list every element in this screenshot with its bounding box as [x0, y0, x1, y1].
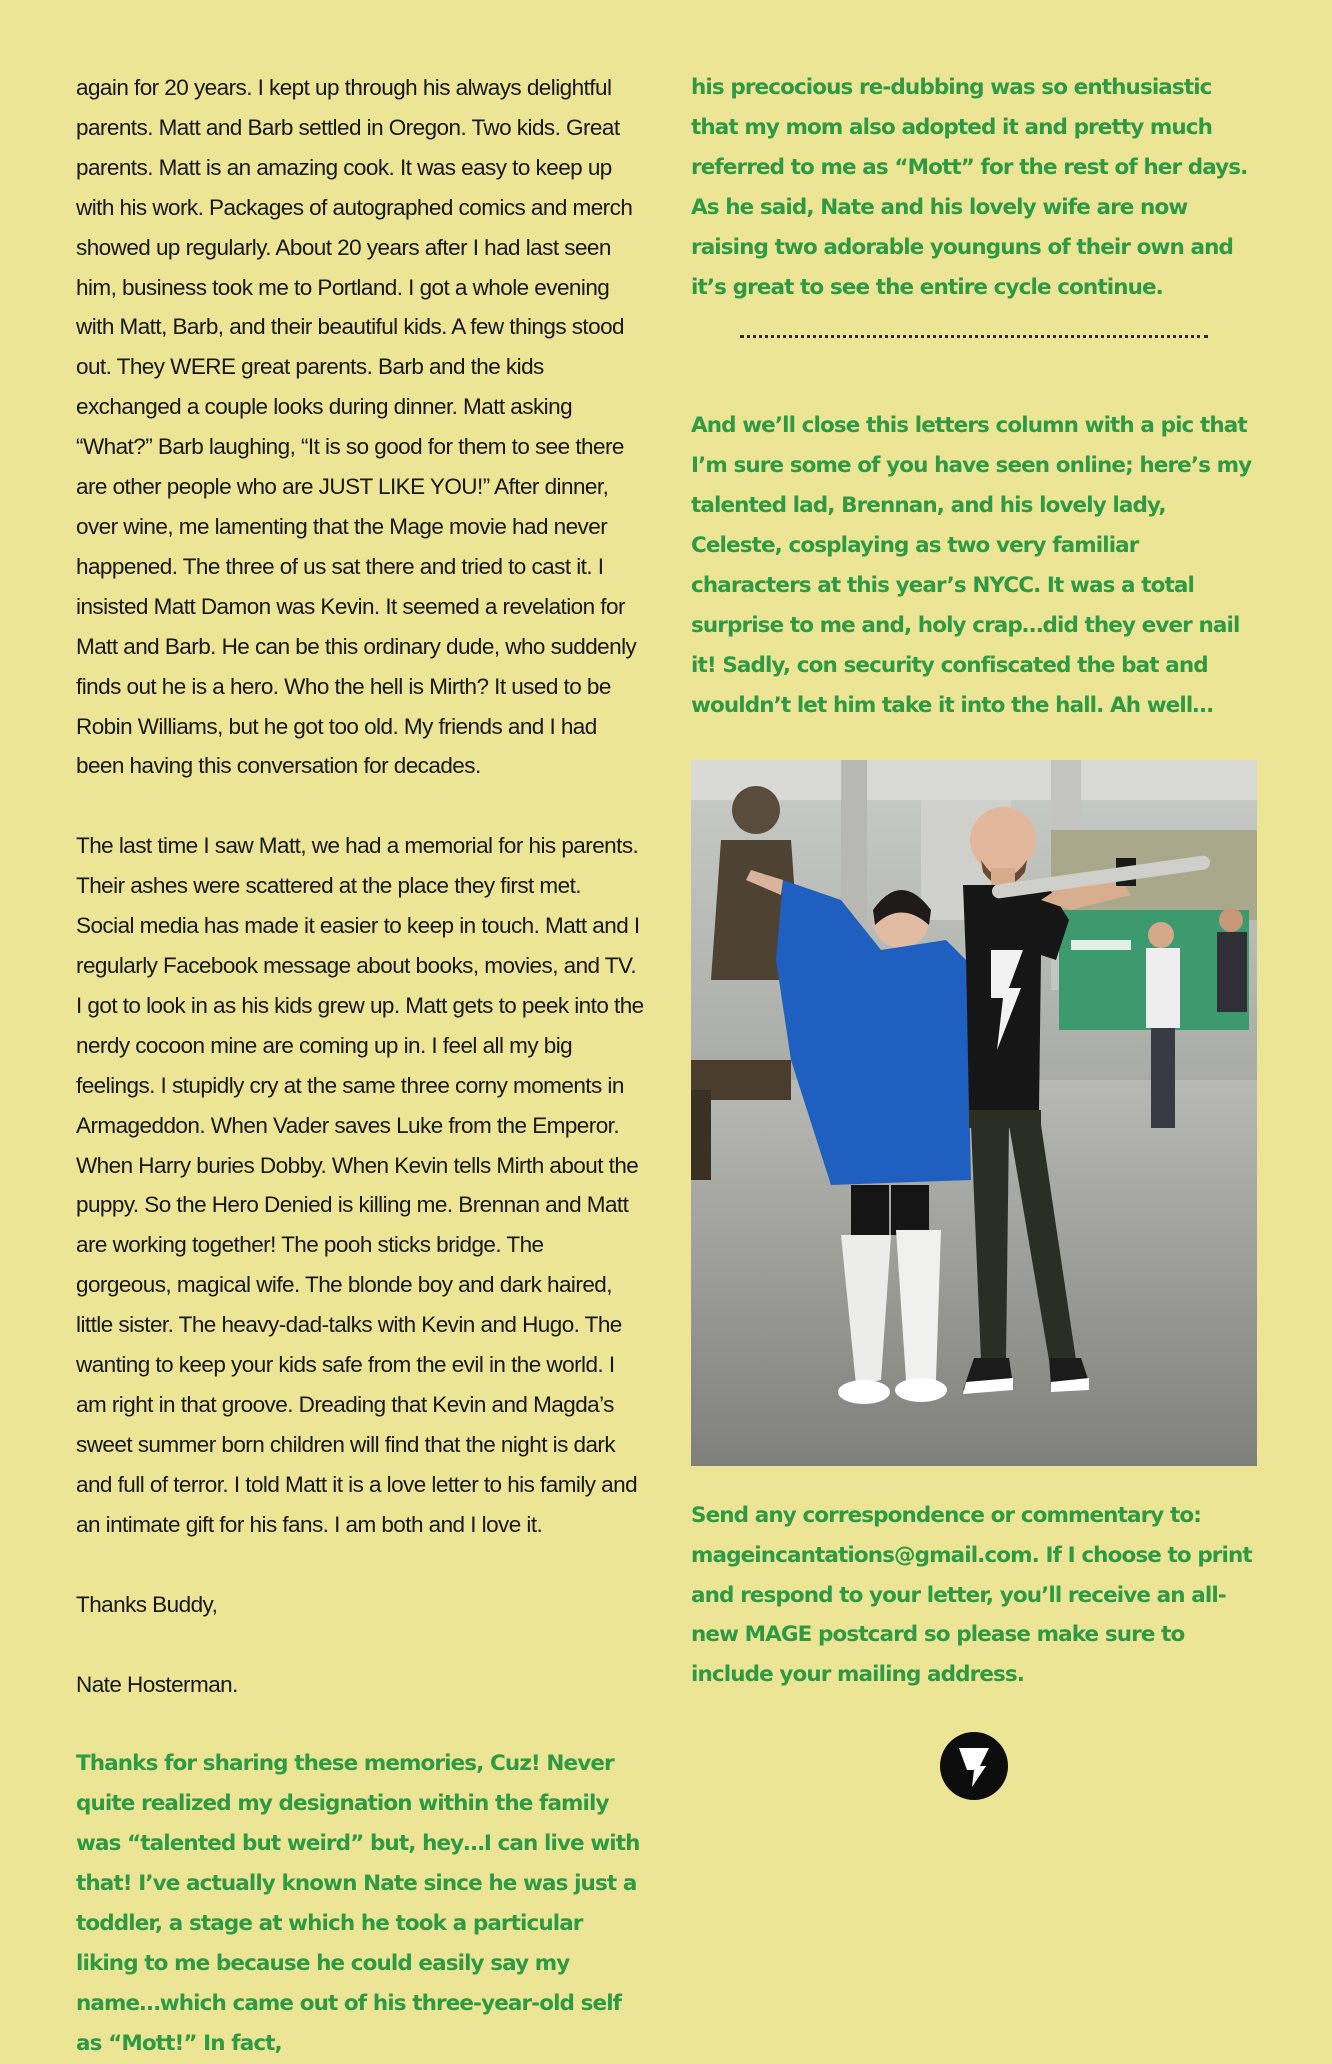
letter-paragraph: The last time I saw Matt, we had a memorial for his parents. Their ashes were scattered at the place they first met. Social media has made it easier to keep in touch. Matt and I regularly Facebook message about books, movies, and TV. I got to look in as his kids grew up. Matt gets to peek into the nerdy cocoon mine are coming up in. I feel all my big feelings. I stupidly cry at the same three corny moments in Armageddon. When Vader saves Luke from the Emperor. When Harry buries Dobby. When Kevin tells Mirth about the puppy. So the Hero Denied is killing me. Brennan and Matt are working together! The pooh sticks bridge. The gorgeous, magical wife. The blonde boy and dark haired, little sister. The heavy-dad-talks with Kevin and Hugo. The wanting to keep your kids safe from the evil in the world. I am right in that groove. Dreading that Kevin and Magda’s sweet summer born children will find that the night is dark and full of terror. I told Matt it is a love letter to his family and an intimate gift for his fans. I am both and I love it.: [76, 833, 644, 1537]
reader-letter: [76, 68, 644, 1704]
contact-paragraph: Send any correspondence or commentary to: mageincantations@gmail.com. If I choose to print and respond to your letter, you’ll receive an all-new MAGE postcard so please make sure to include your mailing address.: [691, 1502, 1252, 1688]
closing-paragraph: And we’ll close this letters column with a pic that I’m sure some of you have seen online; here’s my talented lad, Brennan, and his lovely lady, Celeste, cosplaying as two very familiar characters at this year’s NYCC. It was a total surprise to me and, holy crap…did they ever nail it! Sadly, con security confiscated the bat and wouldn’t let him take it into the hall. Ah well…: [691, 413, 1252, 718]
reply-paragraph: Thanks for sharing these memories, Cuz! Never quite realized my designation within the family was “talented but weird” but, hey…I can live with that! I’ve actually known Nate since he was just a toddler, a stage at which he took a particular liking to me because he could easily say my name…which came out of his three-year-old self as “Mott!” In fact,: [76, 1751, 640, 2056]
letter-paragraph: again for 20 years. I kept up through his always delightful parents. Matt and Barb settled in Oregon. Two kids. Great parents. Matt is an amazing cook. It was easy to keep up with his work. Packages of autographed comics and merch showed up regularly. About 20 years after I had last seen him, business took me to Portland. I got a whole evening with Matt, Barb, and their beautiful kids. A few things stood out. They WERE great parents. Barb and the kids exchanged a couple looks during dinner. Matt asking “What?” Barb laughing, “It is so good for them to see there are other people who are JUST LIKE YOU!” After dinner, over wine, me lamenting that the Mage movie had never happened. The three of us sat there and tried to cast it. I insisted Matt Damon was Kevin. It seemed a revelation for Matt and Barb. He can be this ordinary dude, who suddenly finds out he is a hero. Who the hell is Mirth? It used to be Robin Williams, but he got too old. My friends and I had been having this conversation for decades.: [76, 75, 637, 779]
editor-reply: [76, 1744, 644, 2063]
reply-paragraph: his precocious re-dubbing was so enthusiastic that my mom also adopted it and pretty much referred to me as “Mott” for the rest of her days. As he said, Nate and his lovely wife are now raising two adorable younguns of their own and it’s great to see the entire cycle continue.: [691, 75, 1248, 300]
contact-info: [691, 1496, 1257, 1696]
editor-reply-continued: [691, 68, 1257, 307]
letter-signature: Nate Hosterman.: [76, 1671, 238, 1697]
right-column: [691, 68, 1257, 1801]
dotted-divider: [740, 335, 1208, 338]
letter-signoff: Thanks Buddy,: [76, 1591, 218, 1617]
left-column: [76, 68, 644, 2064]
logo-container: [691, 1731, 1257, 1801]
lightning-bolt-emblem-icon: [939, 1731, 1009, 1801]
closing-note: [691, 406, 1257, 725]
cosplay-photo: [691, 760, 1257, 1466]
